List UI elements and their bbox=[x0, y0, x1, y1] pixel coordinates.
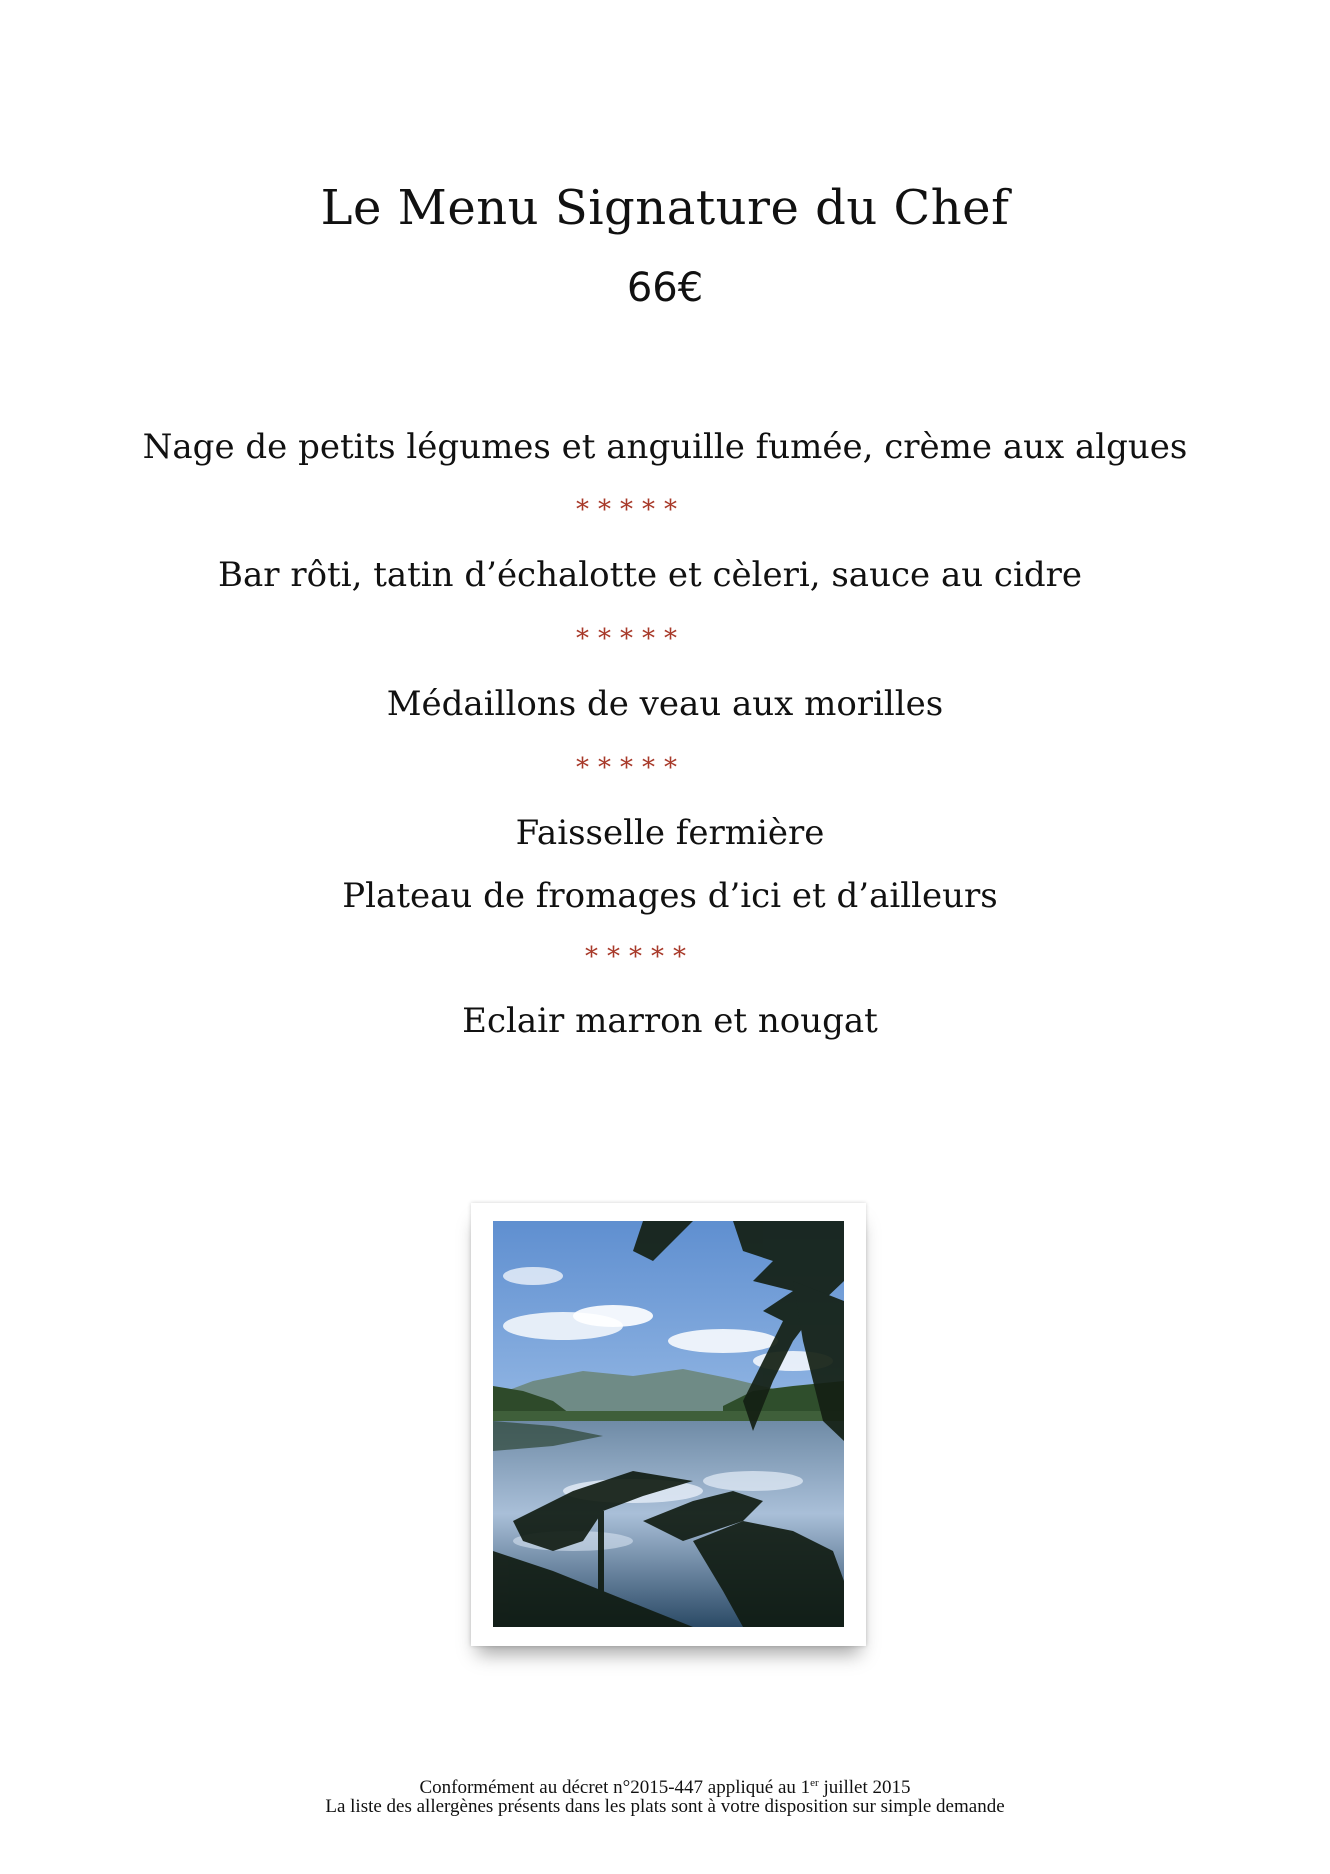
course-starter: Nage de petits légumes et anguille fumée, crème aux algues bbox=[142, 427, 1188, 467]
course-fish: Bar rôti, tatin d’échalotte et cèleri, sauce au cidre bbox=[218, 555, 1082, 595]
footer-allergens: La liste des allergènes présents dans les plats sont à votre disposition sur simple demande bbox=[325, 1796, 1005, 1817]
menu-price: 66€ bbox=[626, 265, 704, 311]
course-cheese-plateau: Plateau de fromages d’ici et d’ailleurs bbox=[342, 876, 998, 916]
footer-decree-date: juillet 2015 bbox=[818, 1777, 911, 1798]
lake-photo-frame bbox=[471, 1203, 866, 1646]
separator-stars: ***** bbox=[585, 942, 695, 972]
course-dessert: Eclair marron et nougat bbox=[462, 1001, 878, 1041]
separator-stars: ***** bbox=[576, 495, 686, 525]
separator-stars: ***** bbox=[576, 624, 686, 654]
separator-stars: ***** bbox=[576, 753, 686, 783]
footer-decree-sup: er bbox=[810, 1777, 819, 1789]
menu-title: Le Menu Signature du Chef bbox=[320, 180, 1010, 236]
lake-photo bbox=[493, 1221, 844, 1627]
footer-decree-text: Conformément au décret n°2015-447 appliqué au 1 bbox=[419, 1777, 811, 1798]
course-cheese-faisselle: Faisselle fermière bbox=[515, 813, 825, 853]
course-meat: Médaillons de veau aux morilles bbox=[386, 684, 944, 724]
